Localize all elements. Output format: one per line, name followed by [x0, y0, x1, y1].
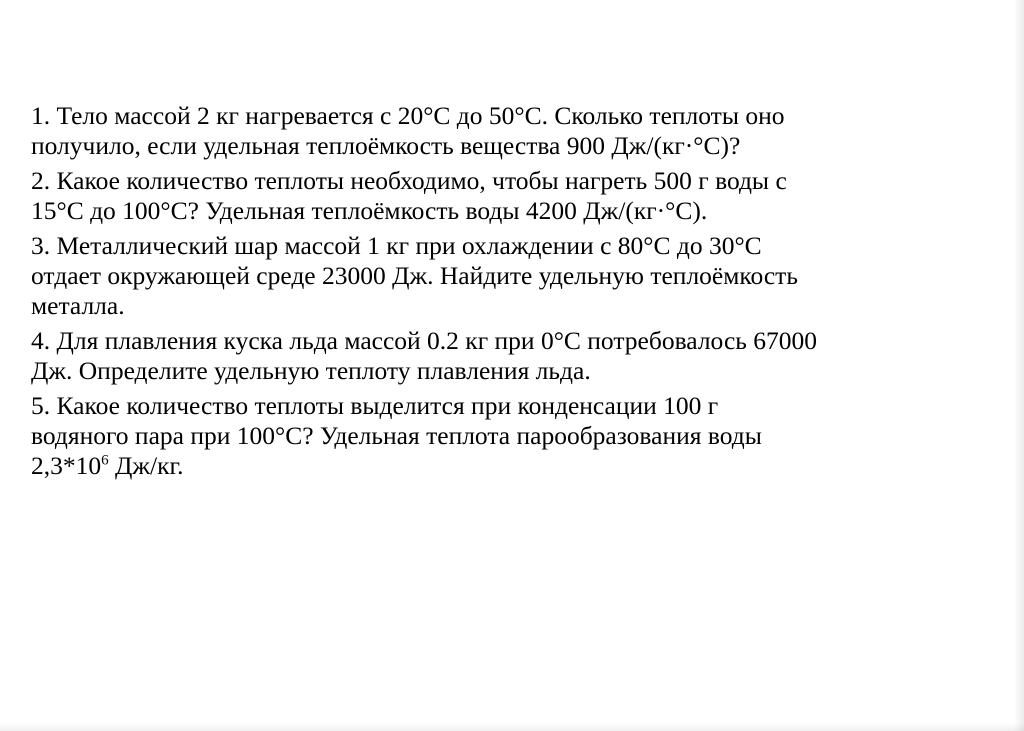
- problem-list: [31, 101, 961, 486]
- problem-5-unit: Дж/кг.: [108, 451, 184, 480]
- page-edge-shadow-right: [1014, 0, 1024, 731]
- problem-3: 3. Металлический шар массой 1 кг при охлаждении с 80°С до 30°С отдает окружающей среде 23000 Дж. Найдите удельную теплоёмкость металла.: [31, 231, 798, 320]
- problem-1: 1. Тело массой 2 кг нагревается с 20°С до 50°С. Сколько теплоты оно получило, если удельная теплоёмкость вещества 900 Дж/(кг·°С)?: [31, 101, 785, 160]
- problem-2: 2. Какое количество теплоты необходимо, чтобы нагреть 500 г воды с 15°С до 100°С? Удельная теплоёмкость воды 4200 Дж/(кг·°С).: [31, 166, 787, 225]
- problem-5: [31, 391, 961, 481]
- problem-4: 4. Для плавления куска льда массой 0.2 кг при 0°С потребовалось 67000 Дж. Определите удельную теплоту плавления льда.: [31, 326, 818, 385]
- page-edge-shadow-bottom: [0, 723, 1024, 731]
- problem-5-exponent: 6: [101, 452, 109, 469]
- problem-5-text: 5. Какое количество теплоты выделится при конденсации 100 г водяного пара при 100°С? Удельная теплота парообразования воды 2,3*10: [31, 391, 762, 480]
